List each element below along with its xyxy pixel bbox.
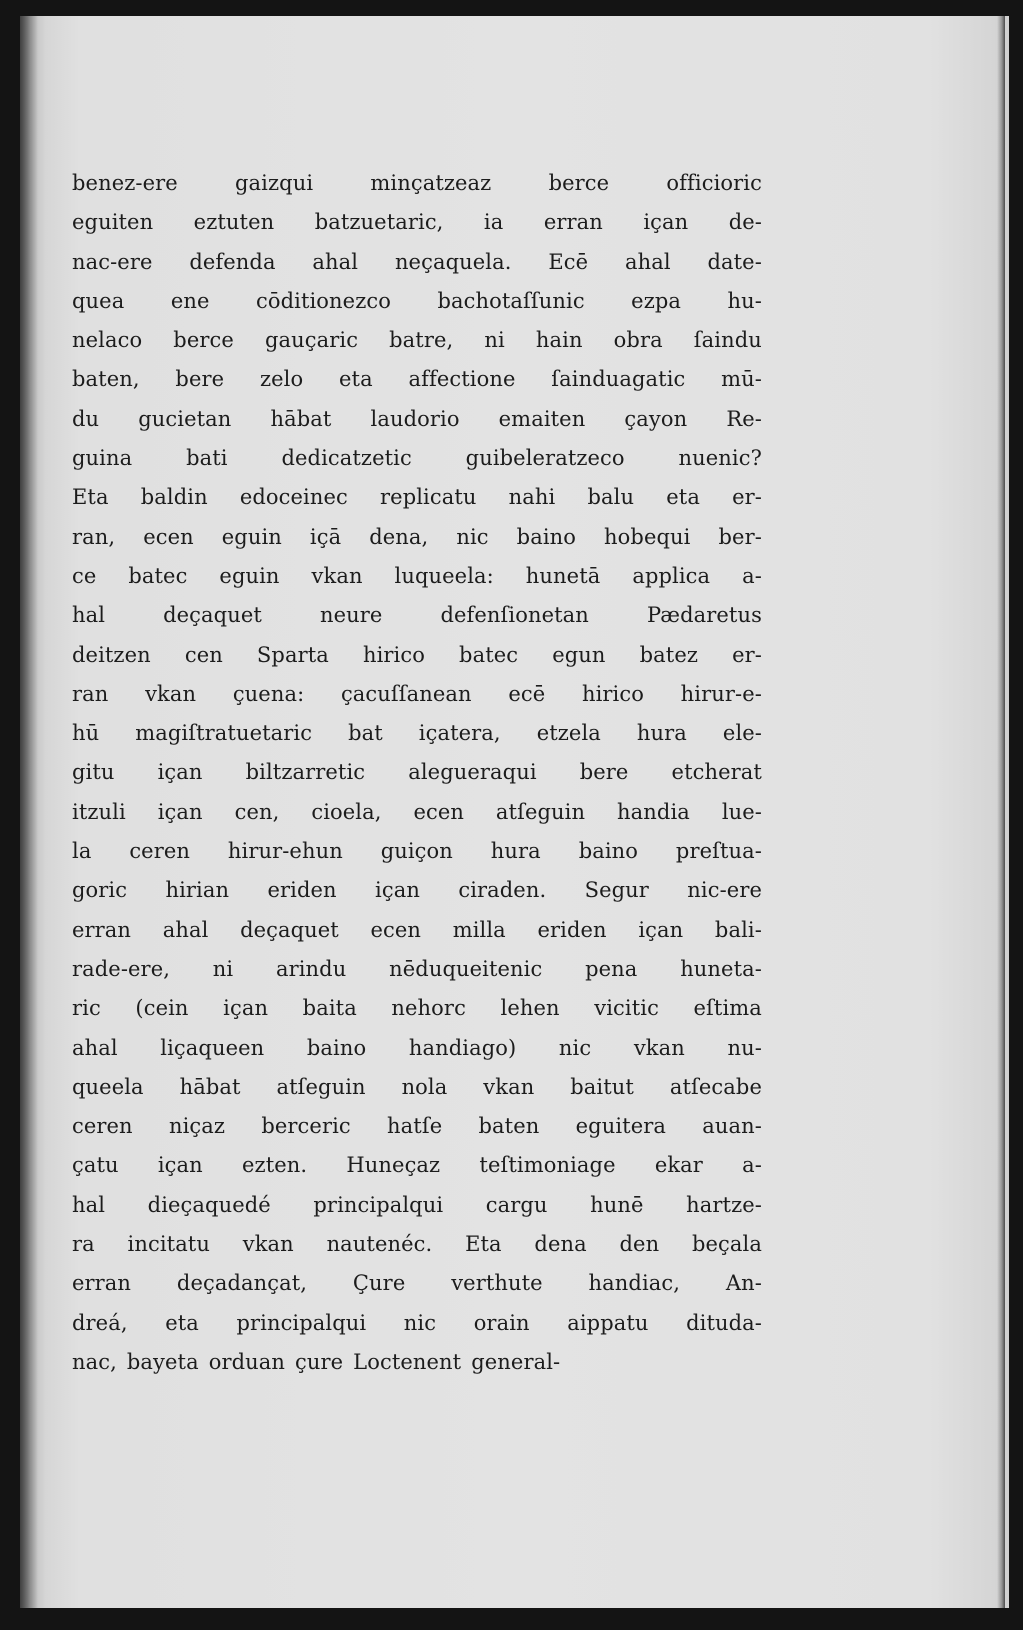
word: dedicatzetic [281, 446, 412, 471]
word: erran [543, 210, 603, 235]
word: mū- [721, 367, 762, 392]
word: arindu [275, 956, 347, 981]
word: nahi [508, 485, 556, 510]
word: deçaquet [240, 917, 339, 942]
word: baten [478, 1114, 540, 1139]
word: çacuſſanean [340, 681, 472, 706]
word: eriden [537, 917, 607, 942]
word: Segur [584, 878, 649, 903]
word: cen [184, 642, 223, 667]
word: huneta- [680, 956, 762, 981]
word: atſeguin [495, 799, 586, 824]
text-line [72, 1304, 762, 1343]
word: emaiten [498, 406, 586, 431]
word: deitzen [72, 642, 151, 667]
word: An- [725, 1271, 762, 1296]
word: Huneçaz [346, 1153, 441, 1178]
word: ber- [718, 524, 762, 549]
word: lue- [721, 799, 762, 824]
word: ene [170, 288, 210, 313]
word: dituda- [686, 1310, 762, 1335]
word: ni [212, 956, 234, 981]
word: eztuten [193, 210, 275, 235]
word: içan [643, 210, 689, 235]
word: hirur-ehun [227, 839, 343, 864]
text-line [72, 1343, 762, 1382]
word: nic [558, 1035, 592, 1060]
word: bere [175, 367, 225, 392]
word: de- [728, 210, 762, 235]
word: bere [579, 760, 629, 785]
word: Eta [465, 1232, 502, 1257]
word: obra [613, 328, 663, 353]
word: principalqui [313, 1192, 444, 1217]
word: (cein [135, 996, 189, 1021]
text-line [72, 1107, 762, 1146]
word: rade-ere, [72, 956, 170, 981]
word: egun [552, 642, 606, 667]
text-line [72, 282, 762, 321]
word: eta [165, 1310, 199, 1335]
word: vkan [483, 1074, 535, 1099]
word: ran, [72, 524, 116, 549]
word: gaizqui [235, 171, 314, 195]
word: ahal [162, 917, 209, 942]
word: vkan [311, 563, 363, 588]
word: ecen [143, 524, 194, 549]
text-line [72, 950, 762, 989]
word: laudorio [370, 406, 460, 431]
word: balu [587, 485, 635, 510]
word: baitut [570, 1074, 634, 1099]
word: nic-ere [687, 878, 762, 903]
text-line [72, 1029, 762, 1068]
word: neure [319, 603, 383, 628]
word: du [72, 406, 100, 431]
text-line [72, 321, 762, 360]
word: Ecē [548, 249, 589, 274]
word: nu- [727, 1035, 762, 1060]
word: nēduqueitenic [389, 956, 543, 981]
word: nac, [72, 1349, 117, 1374]
word: nautenéc. [326, 1232, 433, 1257]
word: eta [666, 485, 700, 510]
word: eguin [221, 524, 282, 549]
text-line [72, 832, 762, 871]
body-text [72, 164, 762, 1382]
word: hunetā [525, 563, 601, 588]
word: hū [72, 721, 100, 746]
word: luqueela: [394, 563, 494, 588]
word: principalqui [236, 1310, 367, 1335]
word: preſtua- [675, 839, 762, 864]
word: ecen [370, 917, 422, 942]
text-line [72, 557, 762, 596]
word: dieçaquedé [147, 1192, 271, 1217]
text-line [72, 518, 762, 557]
page-edge-shadow [997, 16, 1005, 1608]
word: orduan [208, 1349, 286, 1374]
text-line [72, 243, 762, 282]
text-line [72, 989, 762, 1028]
word: çuena: [232, 681, 305, 706]
word: dena [534, 1232, 587, 1257]
word: batzuetaric, [314, 210, 444, 235]
word: applica [632, 563, 711, 588]
text-line [72, 478, 762, 517]
word: ſaindu [693, 328, 762, 353]
word: auan- [702, 1114, 762, 1139]
word: erran [72, 1271, 132, 1296]
word: guiçon [380, 839, 453, 864]
word: ceren [72, 1114, 133, 1139]
word: nac-ere [72, 249, 153, 274]
word: Eta [72, 485, 109, 510]
text-line [72, 636, 762, 675]
word: Loctenent [353, 1349, 462, 1374]
word: verthute [451, 1271, 543, 1296]
word: Sparta [256, 642, 329, 667]
word: içā [309, 524, 342, 549]
word: eguin [219, 563, 280, 588]
word: çayon [624, 406, 688, 431]
text-line [72, 1225, 762, 1264]
word: nuenic? [678, 446, 762, 471]
word: hirian [165, 878, 230, 903]
word: defenda [189, 249, 276, 274]
word: eta [339, 367, 373, 392]
word: incitatu [127, 1232, 210, 1257]
word: hirico [362, 642, 425, 667]
text-line [72, 1146, 762, 1185]
word: ra [72, 1232, 95, 1257]
word: dena, [369, 524, 429, 549]
word: hunē [590, 1192, 644, 1217]
word: eriden [267, 878, 337, 903]
word: biltzarretic [245, 760, 366, 785]
word: berceric [261, 1114, 351, 1139]
word: handiago) [408, 1035, 517, 1060]
word: milla [452, 917, 506, 942]
word: hal [72, 1192, 106, 1217]
word: niçaz [168, 1114, 226, 1139]
word: la [72, 839, 92, 864]
word: deçadançat, [176, 1271, 308, 1296]
word: hal [72, 603, 106, 628]
word: hobequi [604, 524, 691, 549]
word: ekar [654, 1153, 703, 1178]
word: orain [473, 1310, 530, 1335]
word: vicitic [594, 996, 659, 1021]
word: ia [483, 210, 504, 235]
word: eguitera [575, 1114, 666, 1139]
text-line [72, 753, 762, 792]
word: edoceinec [239, 485, 348, 510]
word: ſainduagatic [551, 367, 686, 392]
word: berce [548, 171, 610, 195]
text-line [72, 1186, 762, 1225]
word: liçaqueen [160, 1035, 265, 1060]
word: lehen [500, 996, 560, 1021]
word: baten, [72, 367, 140, 392]
text-line [72, 164, 762, 203]
word: a- [742, 1153, 762, 1178]
word: bat [348, 721, 383, 746]
word: ezten. [242, 1153, 308, 1178]
word: vkan [242, 1232, 294, 1257]
word: den [619, 1232, 660, 1257]
word: vkan [145, 681, 197, 706]
word: içan [375, 878, 420, 903]
word: er- [732, 485, 762, 510]
word: batec [128, 563, 188, 588]
word: Pædaretus [646, 603, 762, 628]
word: ceren [129, 839, 190, 864]
word: vkan [633, 1035, 685, 1060]
text-line [72, 911, 762, 950]
word: hābat [179, 1074, 241, 1099]
word: bali- [714, 917, 762, 942]
word: zelo [259, 367, 304, 392]
word: benez-ere [72, 171, 178, 195]
word: içan [223, 996, 269, 1021]
word: dreá, [72, 1310, 128, 1335]
word: ele- [722, 721, 762, 746]
binding-shadow [20, 16, 38, 1608]
text-line [72, 360, 762, 399]
word: ecē [508, 681, 546, 706]
word: deçaquet [163, 603, 262, 628]
word: çatu [72, 1153, 119, 1178]
word: içan [638, 917, 684, 942]
word: teſtimoniage [479, 1153, 616, 1178]
word: neçaquela. [394, 249, 512, 274]
word: hura [636, 721, 687, 746]
text-line [72, 400, 762, 439]
word: içan [157, 1153, 203, 1178]
word: ni [484, 328, 505, 353]
word: çure [295, 1349, 344, 1374]
word: cen, [234, 799, 280, 824]
word: handia [617, 799, 690, 824]
word: minçatzeaz [370, 171, 492, 195]
text-line [72, 439, 762, 478]
word: gauçaric [264, 328, 359, 353]
word: berce [173, 328, 234, 353]
word: handiac, [588, 1271, 681, 1296]
word: a- [742, 563, 762, 588]
text-line [72, 596, 762, 635]
text-line [72, 714, 762, 753]
word: içan [157, 760, 203, 785]
word: ciraden. [458, 878, 547, 903]
word: eguiten [72, 210, 154, 235]
word: replicatu [380, 485, 477, 510]
text-line [72, 793, 762, 832]
word: gucietan [138, 406, 232, 431]
word: hura [490, 839, 541, 864]
word: gitu [72, 760, 115, 785]
word: batre, [389, 328, 454, 353]
word: aippatu [567, 1310, 649, 1335]
word: pena [585, 956, 638, 981]
word: nelaco [72, 328, 143, 353]
word: nola [401, 1074, 448, 1099]
word: general- [471, 1349, 561, 1374]
word: bati [186, 446, 228, 471]
word: officioric [666, 171, 762, 195]
word: nic [456, 524, 489, 549]
word: ezpa [631, 288, 682, 313]
word: bayeta [126, 1349, 199, 1374]
book-page [20, 16, 1009, 1608]
word: guina [72, 446, 133, 471]
word: hu- [727, 288, 762, 313]
word: date- [707, 249, 762, 274]
word: baldin [140, 485, 208, 510]
text-line [72, 1068, 762, 1107]
word: alegueraqui [408, 760, 537, 785]
word: ahal [72, 1035, 118, 1060]
text-line [72, 203, 762, 242]
word: cioela, [311, 799, 382, 824]
word: ahal [312, 249, 359, 274]
word: quea [72, 288, 125, 313]
word: hirur-e- [680, 681, 762, 706]
word: Çure [352, 1271, 406, 1296]
word: ran [72, 681, 109, 706]
word: baita [302, 996, 357, 1021]
word: magiſtratuetaric [135, 721, 313, 746]
word: nehorc [391, 996, 466, 1021]
word: nic [403, 1310, 437, 1335]
word: hartze- [686, 1192, 762, 1217]
word: atſecabe [669, 1074, 762, 1099]
word: cōditionezco [255, 288, 391, 313]
word: hābat [270, 406, 332, 431]
word: queela [72, 1074, 144, 1099]
word: bachotaſſunic [437, 288, 585, 313]
word: beçala [691, 1232, 762, 1257]
word: cargu [485, 1192, 548, 1217]
word: ecen [413, 799, 464, 824]
word: baino [516, 524, 577, 549]
word: atſeguin [276, 1074, 366, 1099]
word: ahal [624, 249, 671, 274]
word: hain [535, 328, 583, 353]
word: affectione [408, 367, 516, 392]
word: baino [578, 839, 639, 864]
word: guibeleratzeco [465, 446, 625, 471]
word: itzuli [72, 799, 126, 824]
word: etzela [536, 721, 601, 746]
word: hatſe [387, 1114, 443, 1139]
text-line [72, 675, 762, 714]
word: erran [72, 917, 132, 942]
text-line [72, 1264, 762, 1303]
text-line [72, 871, 762, 910]
word: içan [157, 799, 203, 824]
word: batez [639, 642, 699, 667]
word: baino [306, 1035, 367, 1060]
word: er- [732, 642, 762, 667]
word: eſtima [693, 996, 762, 1021]
word: hirico [581, 681, 644, 706]
word: etcherat [671, 760, 762, 785]
word: defenſionetan [440, 603, 589, 628]
word: ric [72, 996, 101, 1021]
word: batec [459, 642, 519, 667]
word: içatera, [418, 721, 501, 746]
word: goric [72, 878, 128, 903]
word: Re- [726, 406, 762, 431]
word: ce [72, 563, 97, 588]
